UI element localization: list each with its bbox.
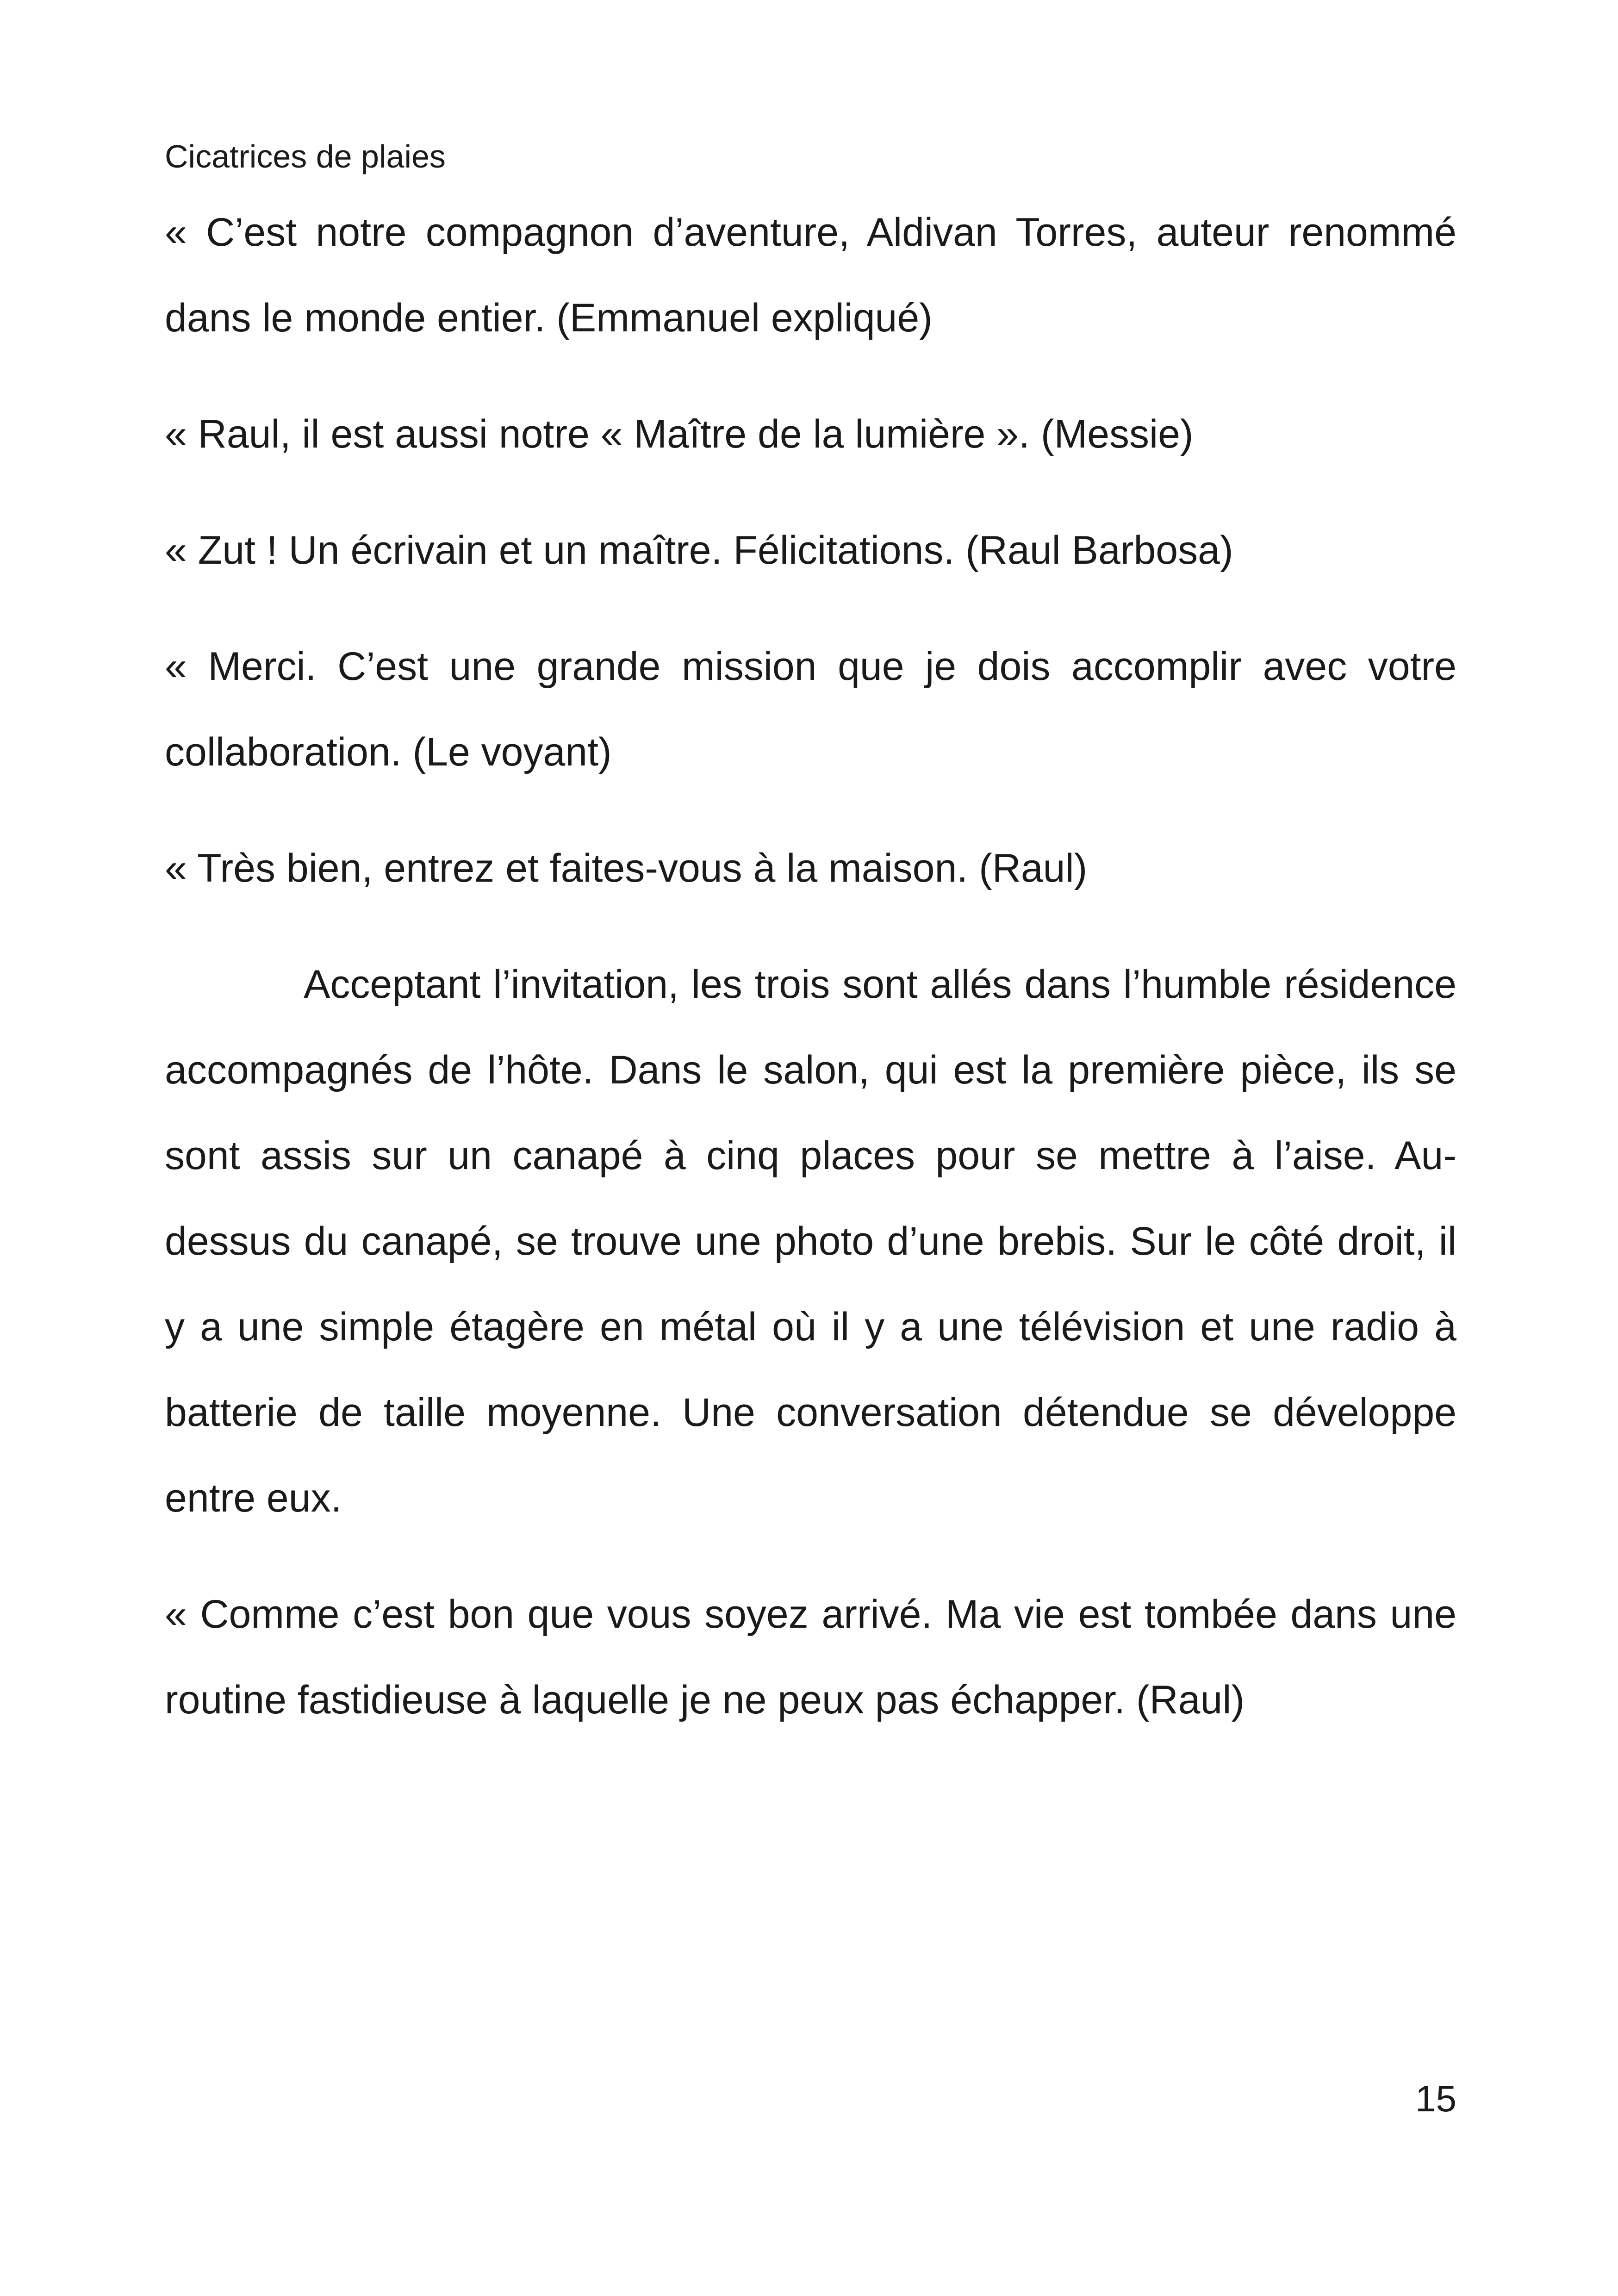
dialogue-paragraph: « Merci. C’est une grande mission que je dois accomplir avec votre collaboration. (Le voyant) — [165, 644, 1456, 774]
dialogue-paragraph: « Raul, il est aussi notre « Maître de la lumière ». (Messie) — [165, 412, 1194, 456]
dialogue-paragraph: « C’est notre compagnon d’aventure, Aldivan Torres, auteur renommé dans le monde entier. (Emmanuel expliqué) — [165, 210, 1456, 340]
dialogue-paragraph: « Zut ! Un écrivain et un maître. Félicitations. (Raul Barbosa) — [165, 528, 1233, 572]
dialogue-paragraph: « Comme c’est bon que vous soyez arrivé. Ma vie est tombée dans une routine fastidieuse à laquelle je ne peux pas échapper. (Raul) — [165, 1592, 1456, 1722]
running-header: Cicatrices de plaies — [165, 138, 446, 174]
dialogue-paragraph: « Très bien, entrez et faites-vous à la maison. (Raul) — [165, 846, 1088, 890]
page-number: 15 — [1415, 2078, 1456, 2119]
narrative-paragraph: Acceptant l’invitation, les trois sont allés dans l’humble résidence accompagnés de l’hôte. Dans le salon, qui est la première pièce, ils se sont assis sur un canapé à cinq places pour se mettre à l’aise. Au-dessus du canapé, se trouve une photo d’une brebis. Sur le côté droit, il y a une simple étagère en métal où il y a une télévision et une radio à batterie de taille moyenne. Une conversation détendue se développe entre eux. — [165, 962, 1456, 1520]
body-text — [165, 190, 1456, 1773]
